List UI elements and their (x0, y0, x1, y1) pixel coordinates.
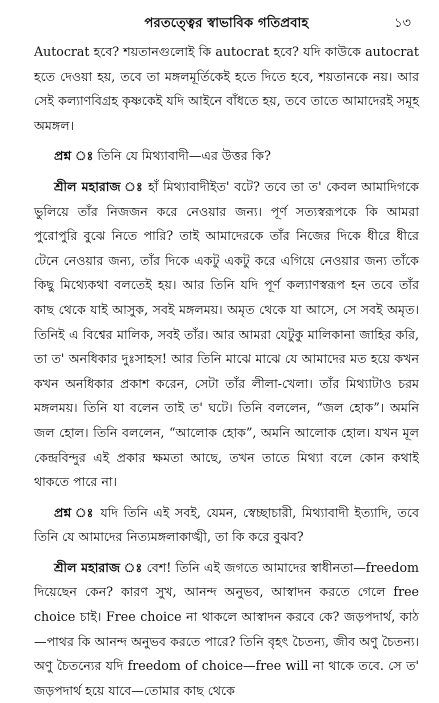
speaker-label: প্রশ্ন ঃ (54, 148, 94, 164)
running-title: পরতত্ত্বের স্বাভাবিক গতিপ্রবাহ (144, 16, 309, 31)
page-number: ১৩ (394, 16, 411, 31)
paragraph-question-1 (34, 144, 419, 169)
speaker-label: শ্রীল মহারাজ ঃ (54, 559, 143, 575)
speaker-label: শ্রীল মহারাজ ঃ (54, 178, 144, 194)
paragraph-answer-2 (34, 556, 419, 703)
paragraph-autocrat (34, 40, 419, 138)
running-header (34, 8, 419, 38)
paragraph-question-2 (34, 501, 419, 550)
speaker-label: প্রশ্ন ঃ (54, 504, 95, 520)
body-text (34, 40, 419, 703)
paragraph-text: বেশ! তিনি এই জগতে আমাদের স্বাধীনতা—freedom দিয়েছেন কেন? কারণ সুখ, আনন্দ অনুভব, আস্বাদন করতে গেলে free choice চাই। Free choice না থাকলে আস্বাদন করবে কে? জড়পদার্থ, কাঠ—পাথর কি আনন্দ অনুভব করতে পারে? তিনি বৃহৎ চৈতন্য, জীব অণু চৈতন্য। অণু চৈতন্যের যদি freedom of choice—free will না থাকে তবে. সে ত' জড়পদার্থ হয়ে যাবে—তোমার কাছ থেকে (34, 559, 419, 698)
paragraph-text: যদি তিনি এই সবই, যেমন, স্বেচ্ছাচারী, মিথ্যাবাদী ইত্যাদি, তবে তিনি যে আমাদের নিত্যমঙ্গলাকাঙ্খী, তা কি করে বুঝব? (34, 504, 419, 545)
paragraph-text: Autocrat হবে? শয়তানগুলোই কি autocrat হবে? যদি কাউকে autocrat হতে দেওয়া হয়, তবে তা মঙ্গলমূর্তিকেই হতে দিতে হবে, শয়তানকে নয়। আর সেই কল্যাণবিগ্রহ কৃষ্ণকেই যদি আইনে বাঁধতে হয়, তবে তাতে আমাদেরই সমূহ অমঙ্গল। (34, 44, 419, 133)
paragraph-text: হাঁ মিথ্যাবাদীইত' বটে? তবে তা ত' কেবল আমাদিগকে ভুলিয়ে তাঁর নিজজন করে নেওয়ার জন্য। পূর্ণ সত্যস্বরূপকে কি আমরা পুরোপুরি বুঝে নিতে পারি? তাই আমাদেরকে তাঁর নিজের দিকে ধীরে ধীরে টেনে নেওয়ার জন্য, তাঁর দিকে একটু একটু করে এগিয়ে নেওয়ার জন্য তাঁকে কিছু মিথ্যেকথা বলতেই হয়। আর তিনি যদি পূর্ণ কল্যাণস্বরূপ হন তবে তাঁর কাছ থেকে যাই আসুক, সবই মঙ্গলময়। অমৃত থেকে যা আসে, সে সবই অমৃত। তিনিই এ বিশ্বের মালিক, সবই তাঁর। আর আমরা যেটুকু মালিকানা জাহির করি, তা ত' অনধিকার দুঃসাহস! আর তিনি মাঝে মাঝে যে আমাদের মত হয়ে কখন কখন অনধিকার প্রকাশ করেন, সেটা তাঁর লীলা-খেলা। তাঁর মিথ্যাটাও চরম মঙ্গলময়। তিনি যা বলেন তাই ত' ঘটে। তিনি বললেন, “জল হোক”। অমনি জল হোল। তিনি বললেন, “আলোক হোক”, অমনি আলোক হোল। যখন মূল কেন্দ্রবিন্দুর এই প্রকার ক্ষমতা আছে, তখন তাতে মিথ্যা বলে কোন কথাই থাকতে পারে না। (34, 178, 419, 490)
paragraph-answer-1 (34, 175, 419, 495)
paragraph-text: তিনি যে মিথ্যাবাদী—এর উত্তর কি? (97, 148, 271, 164)
